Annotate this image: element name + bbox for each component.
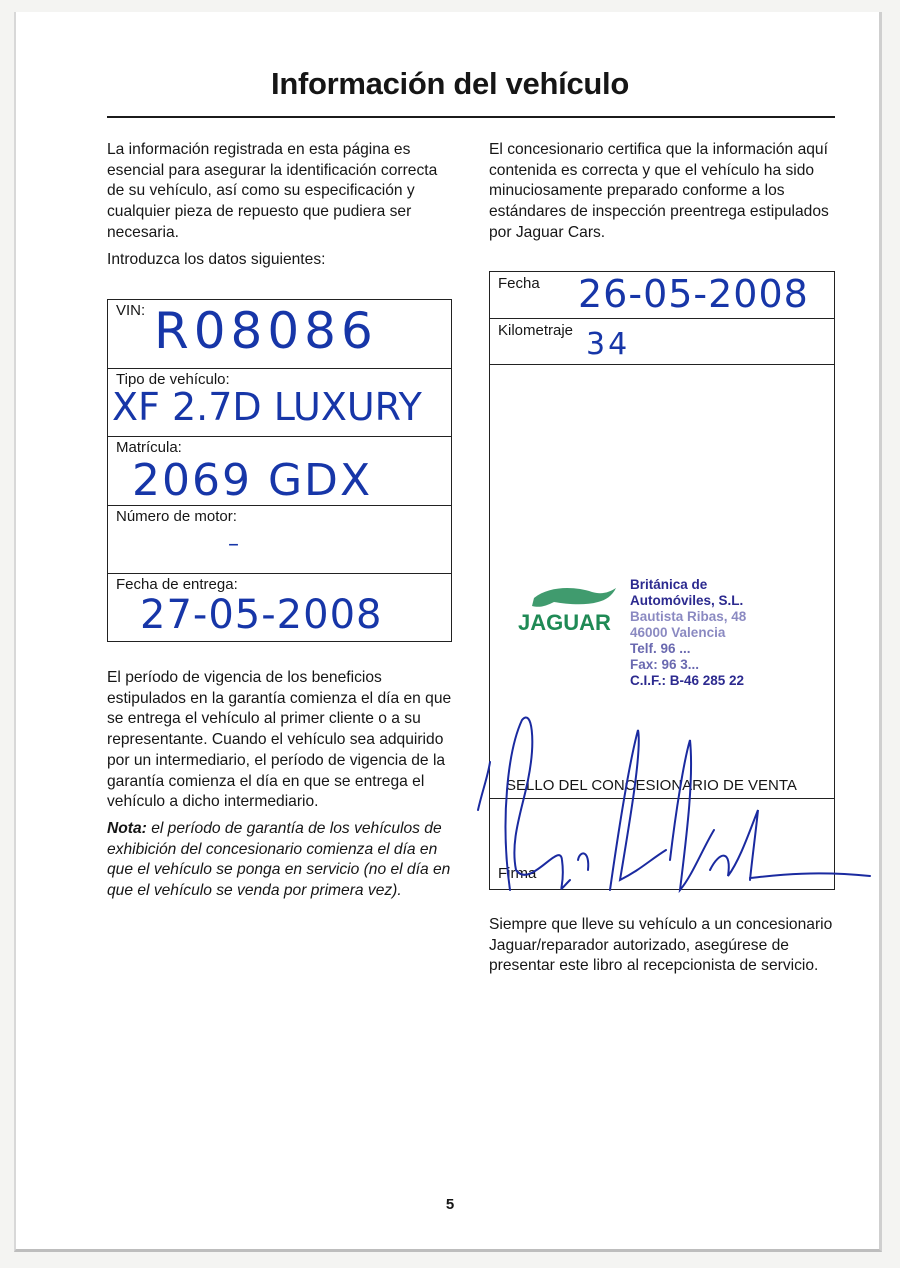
plate-value[interactable]: 2069 GDX xyxy=(132,455,373,506)
note-text: el período de garantía de los vehículos de exhibición del concesionario comienza el día en que el vehículo se ponga en servicio (no el día en que el vehículo se venda por primera vez). xyxy=(107,820,451,900)
plate-row xyxy=(108,437,451,506)
delivery-date-value[interactable]: 27-05-2008 xyxy=(140,592,383,638)
firma-label: Firma xyxy=(498,865,537,882)
stamp-line: Fax: 96 3... xyxy=(630,657,700,672)
vehicle-data-box xyxy=(107,299,452,642)
km-row xyxy=(490,319,834,365)
stamp-line: 46000 Valencia xyxy=(630,625,726,640)
km-label: Kilometraje xyxy=(498,322,574,339)
stamp-line: C.I.F.: B-46 285 22 xyxy=(630,673,745,688)
delivery-date-label: Fecha de entrega: xyxy=(116,576,238,593)
fecha-row xyxy=(490,272,834,319)
fecha-value[interactable]: 26-05-2008 xyxy=(578,272,809,316)
jaguar-logo xyxy=(514,580,624,645)
page-number: 5 xyxy=(445,1196,455,1213)
vin-value[interactable]: R08086 xyxy=(154,302,378,360)
footer-text: Siempre que lleve su vehículo a un concesionario Jaguar/reparador autorizado, asegúrese de presentar este libro al recepcionista de servicio. xyxy=(489,916,833,975)
note-label: Nota: xyxy=(107,820,147,837)
jaguar-leaper-icon xyxy=(514,580,624,640)
engine-number-label: Número de motor: xyxy=(116,508,237,525)
stamp-line: Bautista Ribas, 48 xyxy=(630,609,747,624)
delivery-date-row xyxy=(108,574,451,640)
stamp-line: Automóviles, S.L. xyxy=(630,593,744,608)
vehicle-type-value[interactable]: XF 2.7D LUXURY xyxy=(112,385,422,429)
warranty-note xyxy=(107,819,452,902)
stamp-line: Británica de xyxy=(630,577,708,592)
left-prompt: Introduzca los datos siguientes: xyxy=(107,251,326,268)
warranty-text: El período de vigencia de los beneficios estipulados en la garantía comienza el día en que se entrega el vehículo al primer cliente o a su representante. Cuando el vehículo sea adquirido por un intermediario, el período de vigencia de la garantía comienza el día en que se entrega el vehículo a dicho intermediario. xyxy=(107,669,452,811)
km-value[interactable]: 34 xyxy=(586,327,631,362)
plate-label: Matrícula: xyxy=(116,439,182,456)
vin-row xyxy=(108,300,451,369)
vin-label: VIN: xyxy=(116,302,146,319)
page-title: Información del vehículo xyxy=(271,66,629,101)
vehicle-type-label: Tipo de vehículo: xyxy=(116,371,230,388)
stamp-label: SELLO DEL CONCESIONARIO DE VENTA xyxy=(506,777,797,794)
logo-text: JAGUAR xyxy=(518,610,611,635)
dealer-stamp xyxy=(630,577,746,689)
fecha-label: Fecha xyxy=(498,275,540,292)
vehicle-type-row xyxy=(108,369,451,437)
stamp-line: Telf. 96 ... xyxy=(630,641,691,656)
engine-number-value[interactable]: – xyxy=(228,532,242,557)
left-intro: La información registrada en esta página es esencial para asegurar la identificación correcta de su vehículo, así como su especificación y cualquier pieza de repuesto que pudiera ser necesaria. xyxy=(107,141,438,241)
engine-number-row xyxy=(108,506,451,574)
title-rule xyxy=(107,116,835,118)
right-intro: El concesionario certifica que la información aquí contenida es correcta y que el vehículo ha sido minuciosamente preparado conforme a los estándares de inspección preentrega estipulados por Jaguar Cars. xyxy=(489,141,829,241)
